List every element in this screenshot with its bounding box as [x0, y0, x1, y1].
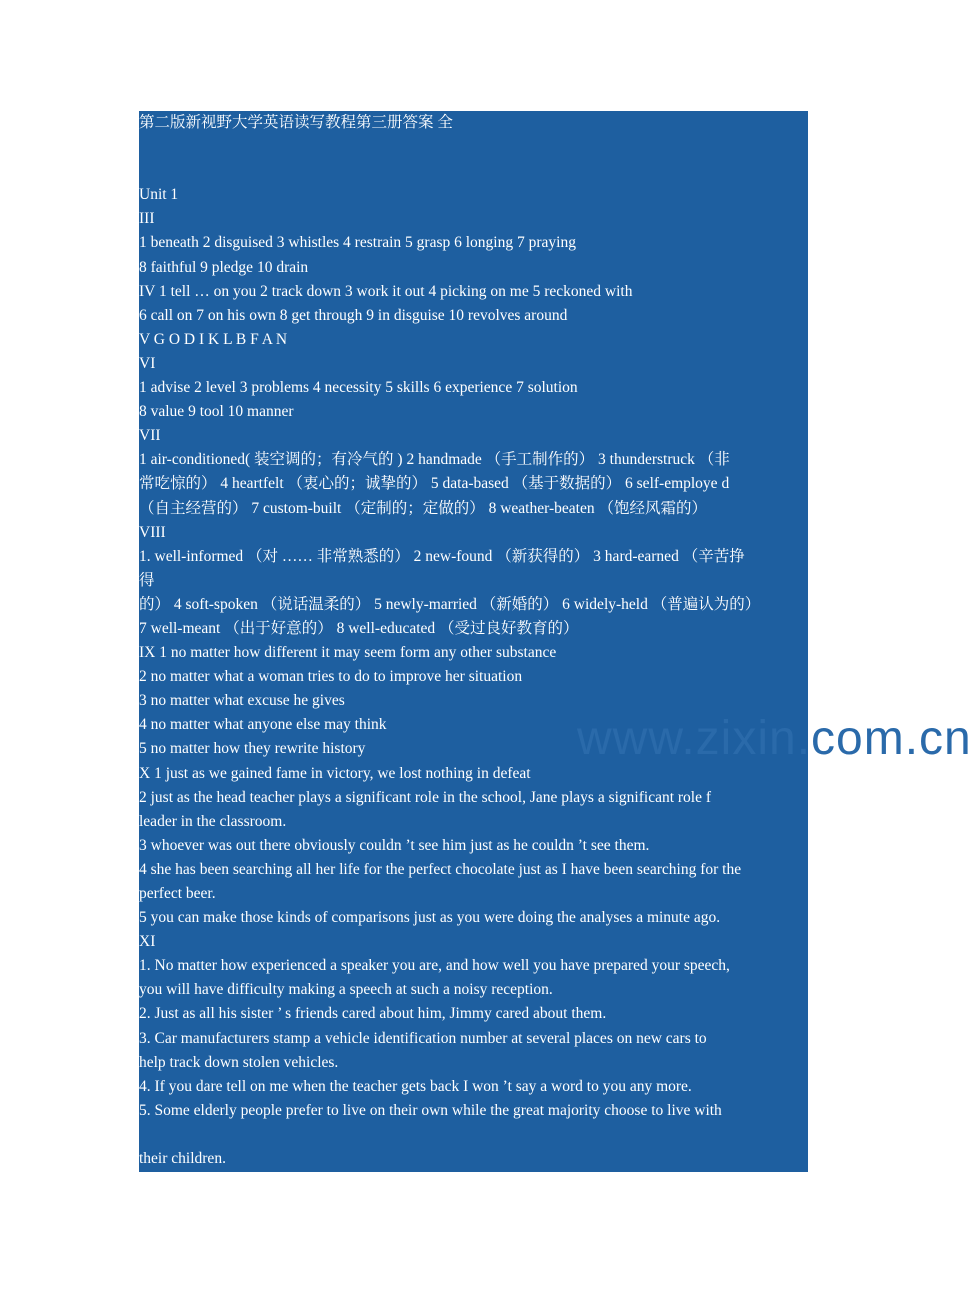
answer-lines	[139, 135, 808, 1171]
text-line: XI	[139, 933, 156, 951]
text-line: 常吃惊的） 4 heartfelt （衷心的；诚挚的） 5 data-based （基于数据的） 6 self-employe d	[139, 475, 730, 493]
text-line: 3 no matter what excuse he gives	[139, 692, 345, 710]
text-line: 2 no matter what a woman tries to do to improve her situation	[139, 668, 523, 686]
text-line: leader in the classroom.	[139, 812, 287, 830]
text-line: 的） 4 soft-spoken （说话温柔的） 5 newly-married （新婚的） 6 widely-held （普遍认为的）	[139, 595, 761, 613]
text-line: 1. well-informed （对 …… 非常熟悉的） 2 new-found （新获得的） 3 hard-earned （辛苦挣	[139, 547, 745, 565]
document-title: 第二版新视野大学英语读写教程第三册答案 全	[139, 114, 453, 131]
text-line: Unit 1	[139, 186, 179, 204]
text-line: VII	[139, 427, 161, 445]
text-line: 4. If you dare tell on me when the teacher gets back I won ’t say a word to you any more.	[139, 1077, 692, 1095]
text-line: perfect beer.	[139, 885, 216, 902]
text-line: 8 value 9 tool 10 manner	[139, 403, 294, 421]
text-line: 2. Just as all his sister ’ s friends cared about him, Jimmy cared about them.	[139, 1005, 607, 1023]
text-line	[139, 135, 808, 159]
text-line: 6 call on 7 on his own 8 get through 9 in disguise 10 revolves around	[139, 306, 568, 324]
text-line: 5 you can make those kinds of comparisons just as you were doing the analyses a minute ago.	[139, 909, 721, 927]
text-line: IX 1 no matter how different it may seem form any other substance	[139, 644, 557, 662]
document-panel	[139, 111, 972, 1172]
text-line: 7 well-meant （出于好意的） 8 well-educated （受过良好教育的）	[139, 619, 579, 637]
text-line: 3 whoever was out there obviously couldn ’t see him just as he couldn ’t see them.	[139, 836, 650, 854]
text-line	[139, 159, 808, 183]
text-line	[139, 1123, 808, 1147]
text-line: III	[139, 210, 155, 228]
text-line: you will have difficulty making a speech at such a noisy reception.	[139, 981, 553, 999]
text-line: 1 beneath 2 disguised 3 whistles 4 restrain 5 grasp 6 longing 7 praying	[139, 234, 576, 252]
text-line: 1 advise 2 level 3 problems 4 necessity 5 skills 6 experience 7 solution	[139, 379, 578, 397]
text-line: 4 she has been searching all her life for the perfect chocolate just as I have been searching for the	[139, 860, 742, 878]
text-line: VI	[139, 354, 156, 372]
text-line: 4 no matter what anyone else may think	[139, 716, 387, 734]
text-line: help track down stolen vehicles.	[139, 1053, 339, 1071]
text-line: V G O D I K L B F A N	[139, 330, 288, 348]
text-line: X 1 just as we gained fame in victory, we lost nothing in defeat	[139, 764, 531, 782]
text-line: 3. Car manufacturers stamp a vehicle identification number at several places on new cars to	[139, 1029, 707, 1047]
text-line: 2 just as the head teacher plays a significant role in the school, Jane plays a significant role f	[139, 788, 712, 806]
text-line: 5 no matter how they rewrite history	[139, 740, 366, 758]
text-line: IV 1 tell … on you 2 track down 3 work it out 4 picking on me 5 reckoned with	[139, 282, 633, 300]
text-line: 1 air-conditioned( 装空调的；有冷气的 ) 2 handmade （手工制作的） 3 thunderstruck （非	[139, 451, 730, 469]
text-line: 1. No matter how experienced a speaker you are, and how well you have prepared your speech,	[139, 957, 730, 975]
text-line: VIII	[139, 523, 166, 541]
watermark: www.zixin.com.cn	[577, 712, 972, 765]
text-line: their children.	[139, 1150, 226, 1168]
text-line: 5. Some elderly people prefer to live on their own while the great majority choose to live with	[139, 1101, 722, 1119]
text-line: 8 faithful 9 pledge 10 drain	[139, 258, 309, 276]
text-line: （自主经营的） 7 custom-built （定制的；定做的） 8 weather-beaten （饱经风霜的）	[139, 499, 707, 517]
document-content	[139, 111, 808, 1171]
text-line: 得	[139, 571, 155, 589]
